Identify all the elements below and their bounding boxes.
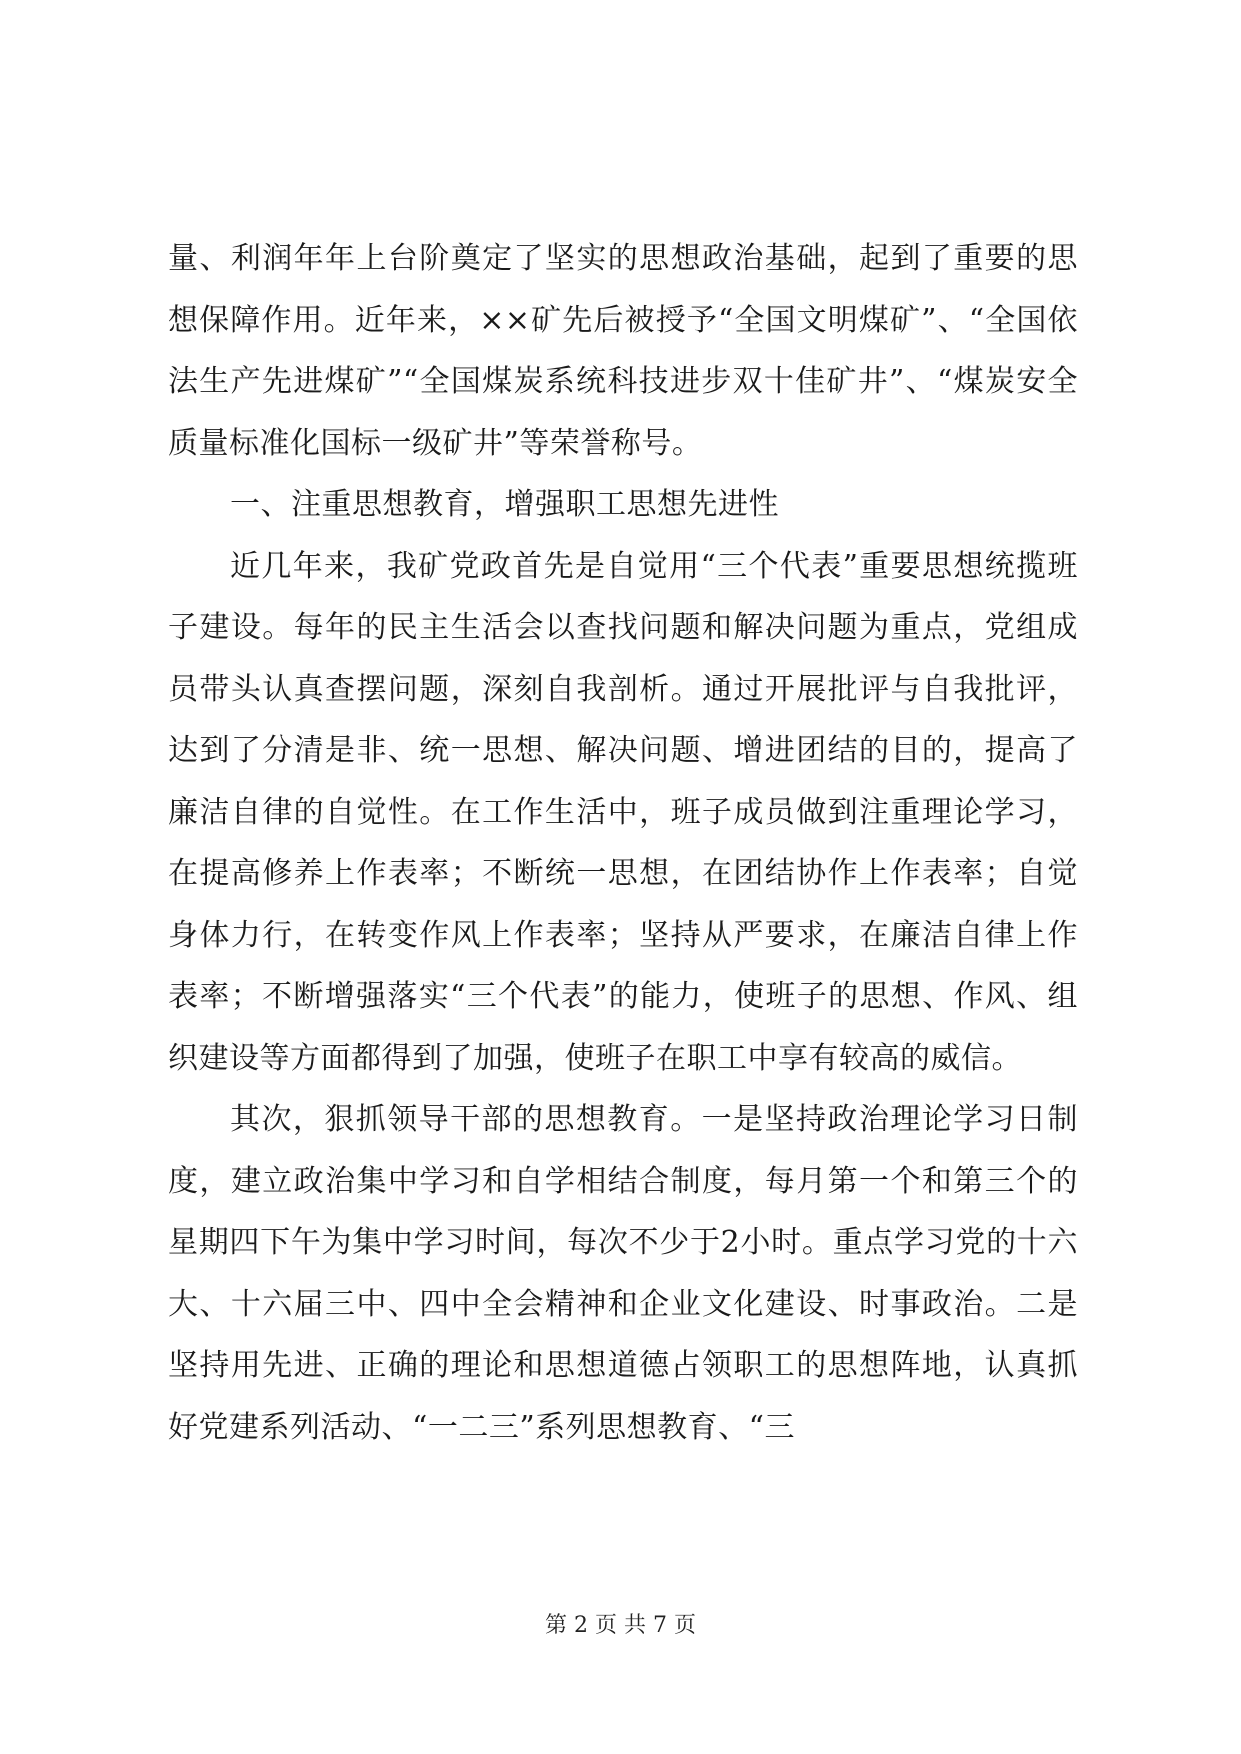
- section-heading: 一、注重思想教育，增强职工思想先进性: [230, 487, 779, 522]
- document-body: [168, 228, 1078, 1458]
- paragraph-continuation: 量、利润年年上台阶奠定了坚实的思想政治基础，起到了重要的思想保障作用。近年来，××矿先后被授予“全国文明煤矿”、“全国依法生产先进煤矿”“全国煤炭系统科技进步双十佳矿井”、“煤炭安全质量标准化国标一级矿井”等荣誉称号。: [168, 241, 1078, 461]
- paragraph-education: 其次，狠抓领导干部的思想教育。一是坚持政治理论学习日制度，建立政治集中学习和自学相结合制度，每月第一个和第三个的星期四下午为集中学习时间，每次不少于2小时。重点学习党的十六大、十六届三中、四中全会精神和企业文化建设、时事政治。二是坚持用先进、正确的理论和思想道德占领职工的思想阵地，认真抓好党建系列活动、“一二三”系列思想教育、“三: [168, 1102, 1078, 1445]
- paragraph-leadership: 近几年来，我矿党政首先是自觉用“三个代表”重要思想统揽班子建设。每年的民主生活会以查找问题和解决问题为重点，党组成员带头认真查摆问题，深刻自我剖析。通过开展批评与自我批评，达到了分清是非、统一思想、解决问题、增进团结的目的，提高了廉洁自律的自觉性。在工作生活中，班子成员做到注重理论学习，在提高修养上作表率；不断统一思想，在团结协作上作表率；自觉身体力行，在转变作风上作表率；坚持从严要求，在廉洁自律上作表率；不断增强落实“三个代表”的能力，使班子的思想、作风、组织建设等方面都得到了加强，使班子在职工中享有较高的威信。: [168, 548, 1078, 1076]
- page-number-footer: 第 2 页 共 7 页: [545, 1613, 696, 1638]
